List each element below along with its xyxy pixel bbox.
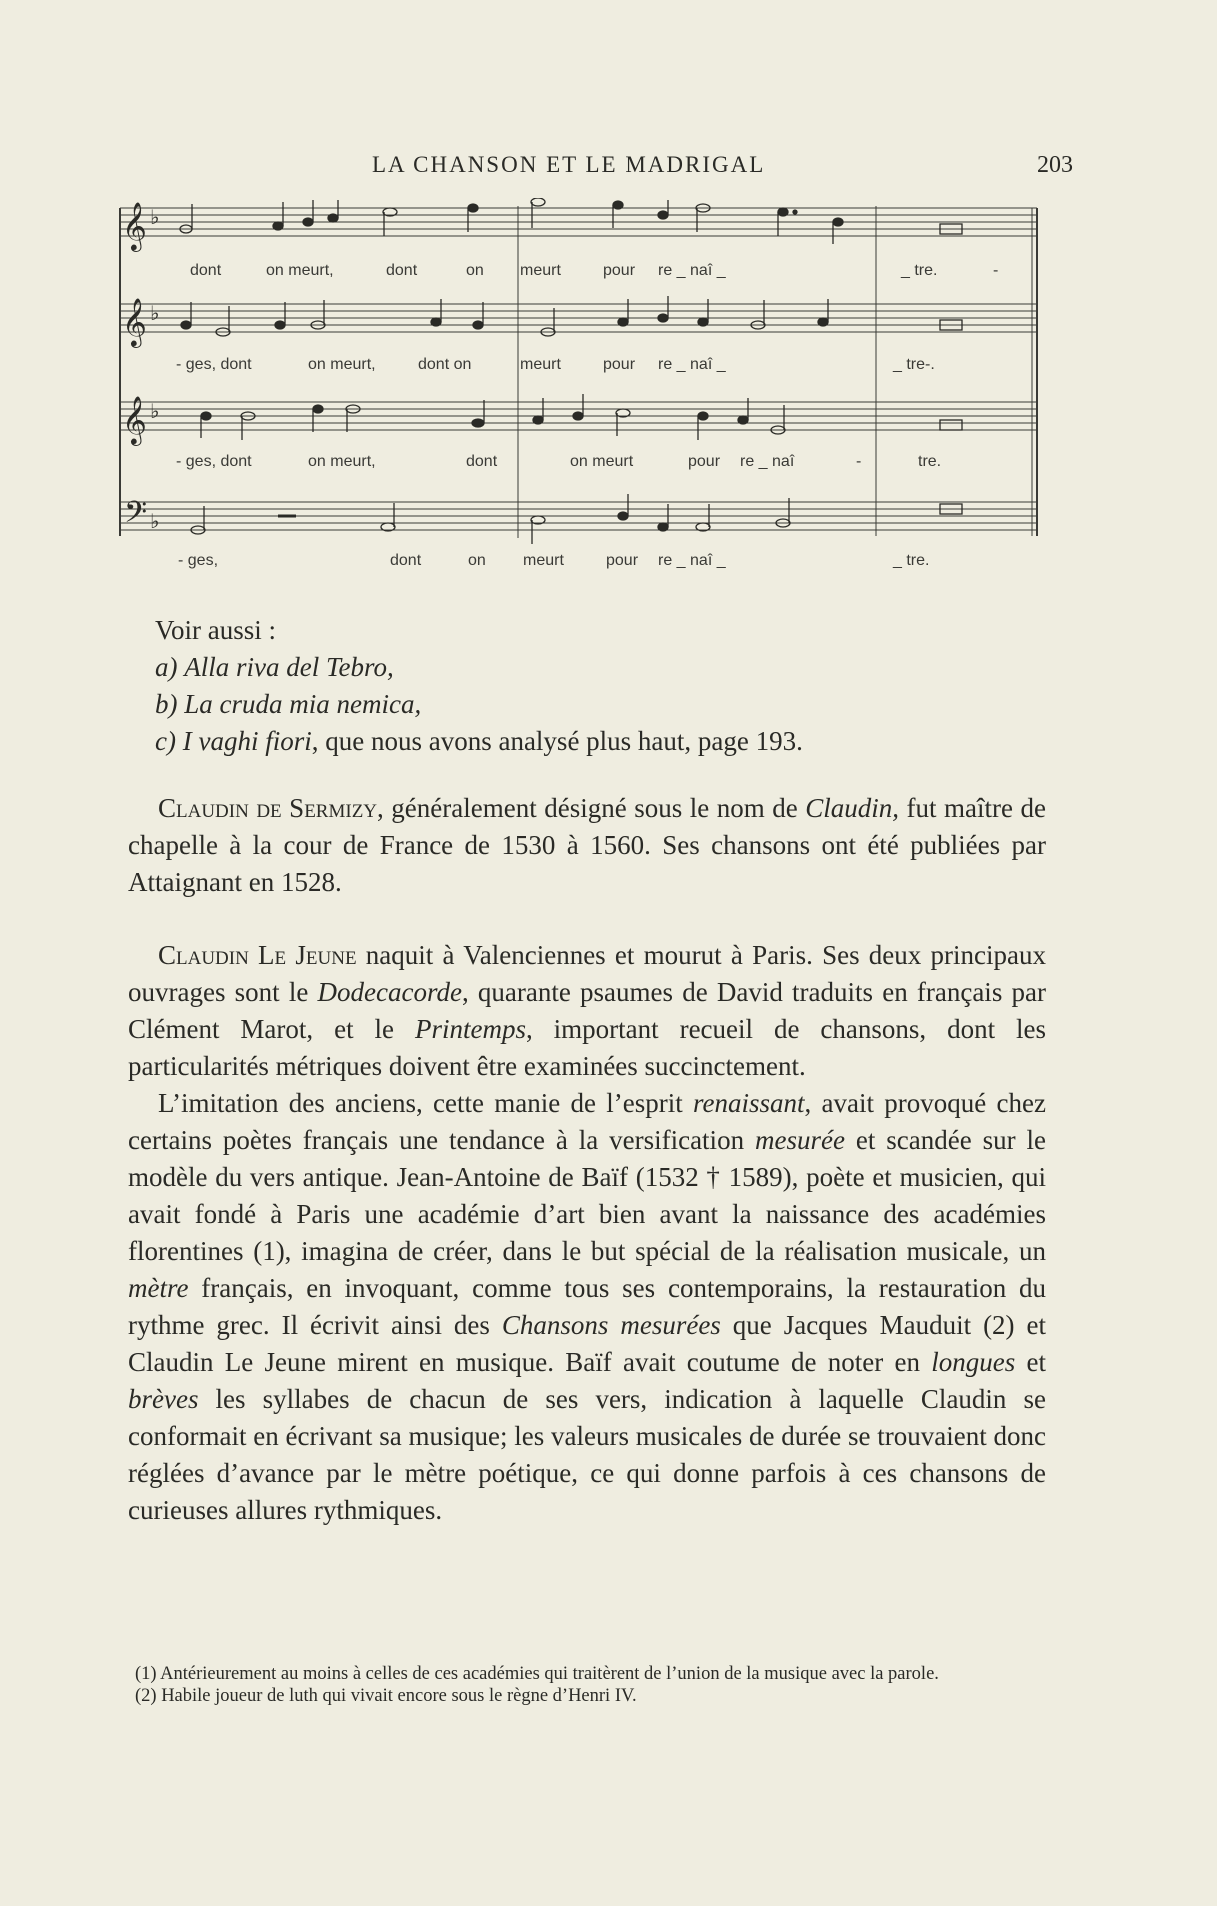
emphasis: renaissant [693, 1088, 805, 1118]
lyric: - ges, dont [176, 356, 252, 373]
emphasis: mesurée [754, 1125, 845, 1155]
svg-text:♭: ♭ [150, 205, 160, 229]
see-also-list [155, 612, 1073, 760]
score-staves [118, 198, 1040, 578]
composer-name: Claudin Le Jeune [158, 940, 357, 970]
item-letter: c) [155, 726, 176, 756]
work-title: La cruda mia nemica, [184, 689, 422, 719]
emphasis: brèves [128, 1384, 199, 1414]
lyric: _ tre-. [893, 356, 935, 373]
lyric: pour [603, 262, 636, 279]
svg-text:𝄞: 𝄞 [122, 201, 147, 250]
text-run: , important recueil de chansons, dont les particularités métriques doivent être examinées succinctement. [128, 1014, 1047, 1081]
text-run: français, en invoquant, comme tous ses contemporains, la restauration du rythme grec. Il écrivit ainsi des [128, 1273, 1046, 1340]
lyric: dont [466, 453, 498, 470]
lyric: on meurt [570, 453, 634, 470]
footnote: (2) Habile joueur de luth qui vivait encore sous le règne d’Henri IV. [135, 1686, 637, 1706]
svg-text:♭: ♭ [150, 509, 160, 533]
page-header [0, 152, 1217, 188]
svg-text:♭: ♭ [150, 399, 160, 423]
see-also-intro: Voir aussi : [155, 615, 277, 645]
lyric: dont [190, 262, 222, 279]
page-number: 203 [1037, 152, 1073, 178]
lyric: pour [606, 552, 639, 569]
work-title: Alla riva del Tebro, [184, 652, 394, 682]
lyric: re _ naî [740, 453, 795, 470]
lyric: _ tre. [901, 262, 938, 279]
text-run: , généralement désigné sous le nom de [377, 793, 806, 823]
text-run: , avait provoqué chez certains poètes français une tendance à la versification [128, 1088, 1046, 1155]
text-run: , quarante psaumes de David traduits en français par Clément Marot, et le [128, 977, 1046, 1044]
item-letter: a) [155, 652, 178, 682]
lejeune-section [128, 937, 1046, 1529]
lyric: meurt [523, 552, 564, 569]
lyric: - [993, 262, 999, 279]
svg-text:𝄞: 𝄞 [122, 297, 147, 346]
text-run: et scandée sur le modèle du vers antique. Jean-Antoine de Baïf (1532 † 1589), poète et musicien, qui avait fondé à Paris une académie d’art bien avant la naissance des académies florentines (1), imagina de créer, dans le but spécial de la réalisation musicale, un [128, 1125, 1046, 1266]
composer-alias: Claudin, [805, 793, 900, 823]
lyric: dont [386, 262, 418, 279]
lyric: on [466, 262, 484, 279]
text-run: naquit à Valenciennes et mourut à Paris. Ses deux principaux ouvrages sont le [128, 940, 1046, 1007]
sermizy-paragraph [128, 790, 1046, 901]
item-rest: , que nous avons analysé plus haut, page 193. [311, 726, 803, 756]
lyric: on meurt, [266, 262, 334, 279]
text-run: fut maître de chapelle à la cour de France de 1530 à 1560. Ses chansons ont été publiées par Attaignant en 1528. [128, 793, 1046, 897]
imitation-paragraph [128, 1085, 1046, 1529]
see-also-item [155, 649, 1073, 686]
emphasis: longues [931, 1347, 1016, 1377]
emphasis: Chansons mesurées [501, 1310, 721, 1340]
item-letter: b) [155, 689, 178, 719]
see-also-item [155, 723, 1073, 760]
lyric: re _ naî _ [658, 262, 726, 279]
work-title: Dodecacorde [317, 977, 462, 1007]
lyric: _ tre. [893, 552, 930, 569]
work-title: I vaghi fiori [182, 726, 312, 756]
text-run: et [1015, 1347, 1046, 1377]
text-run: que Jacques Mauduit (2) et Claudin Le Jeune mirent en musique. Baïf avait coutume de noter en [128, 1310, 1046, 1377]
svg-text:𝄞: 𝄞 [122, 395, 147, 444]
footnotes [135, 1663, 1045, 1707]
lyric: meurt [520, 262, 561, 279]
lyric: meurt [520, 356, 561, 373]
lyric: on meurt, [308, 453, 376, 470]
lyric: re _ naî _ [658, 356, 726, 373]
text-run: les syllabes de chacun de ses vers, indication à laquelle Claudin se conformait en écrivant sa musique; les valeurs musicales de durée se trouvaient donc réglées d’avance par le mètre poétique, ce qui donne parfois à ces chansons de curieuses allures rythmiques. [128, 1384, 1046, 1525]
lyric: on meurt, [308, 356, 376, 373]
lyric: on [468, 552, 486, 569]
work-title: Printemps [414, 1014, 526, 1044]
lyric: - ges, dont [176, 453, 252, 470]
lyric: dont [390, 552, 422, 569]
text-run: L’imitation des anciens, cette manie de l’esprit [158, 1088, 694, 1118]
musical-score [118, 198, 1040, 578]
lyric: dont on [418, 356, 472, 373]
lyric: re _ naî _ [658, 552, 726, 569]
lyric: tre. [918, 453, 942, 470]
footnote: (1) Antérieurement au moins à celles de ces académies qui traitèrent de l’union de la musique avec la parole. [135, 1664, 939, 1684]
emphasis: mètre [128, 1273, 189, 1303]
running-title: LA CHANSON ET LE MADRIGAL [372, 152, 766, 177]
svg-text:𝄢: 𝄢 [124, 496, 148, 537]
svg-text:♭: ♭ [150, 301, 160, 325]
composer-name: Claudin de Sermizy [158, 793, 378, 823]
lyric: - ges, [178, 552, 219, 569]
see-also-item [155, 686, 1073, 723]
lyric: pour [688, 453, 721, 470]
lejeune-paragraph [128, 937, 1046, 1085]
lyric: - [856, 453, 862, 470]
lyric: pour [603, 356, 636, 373]
